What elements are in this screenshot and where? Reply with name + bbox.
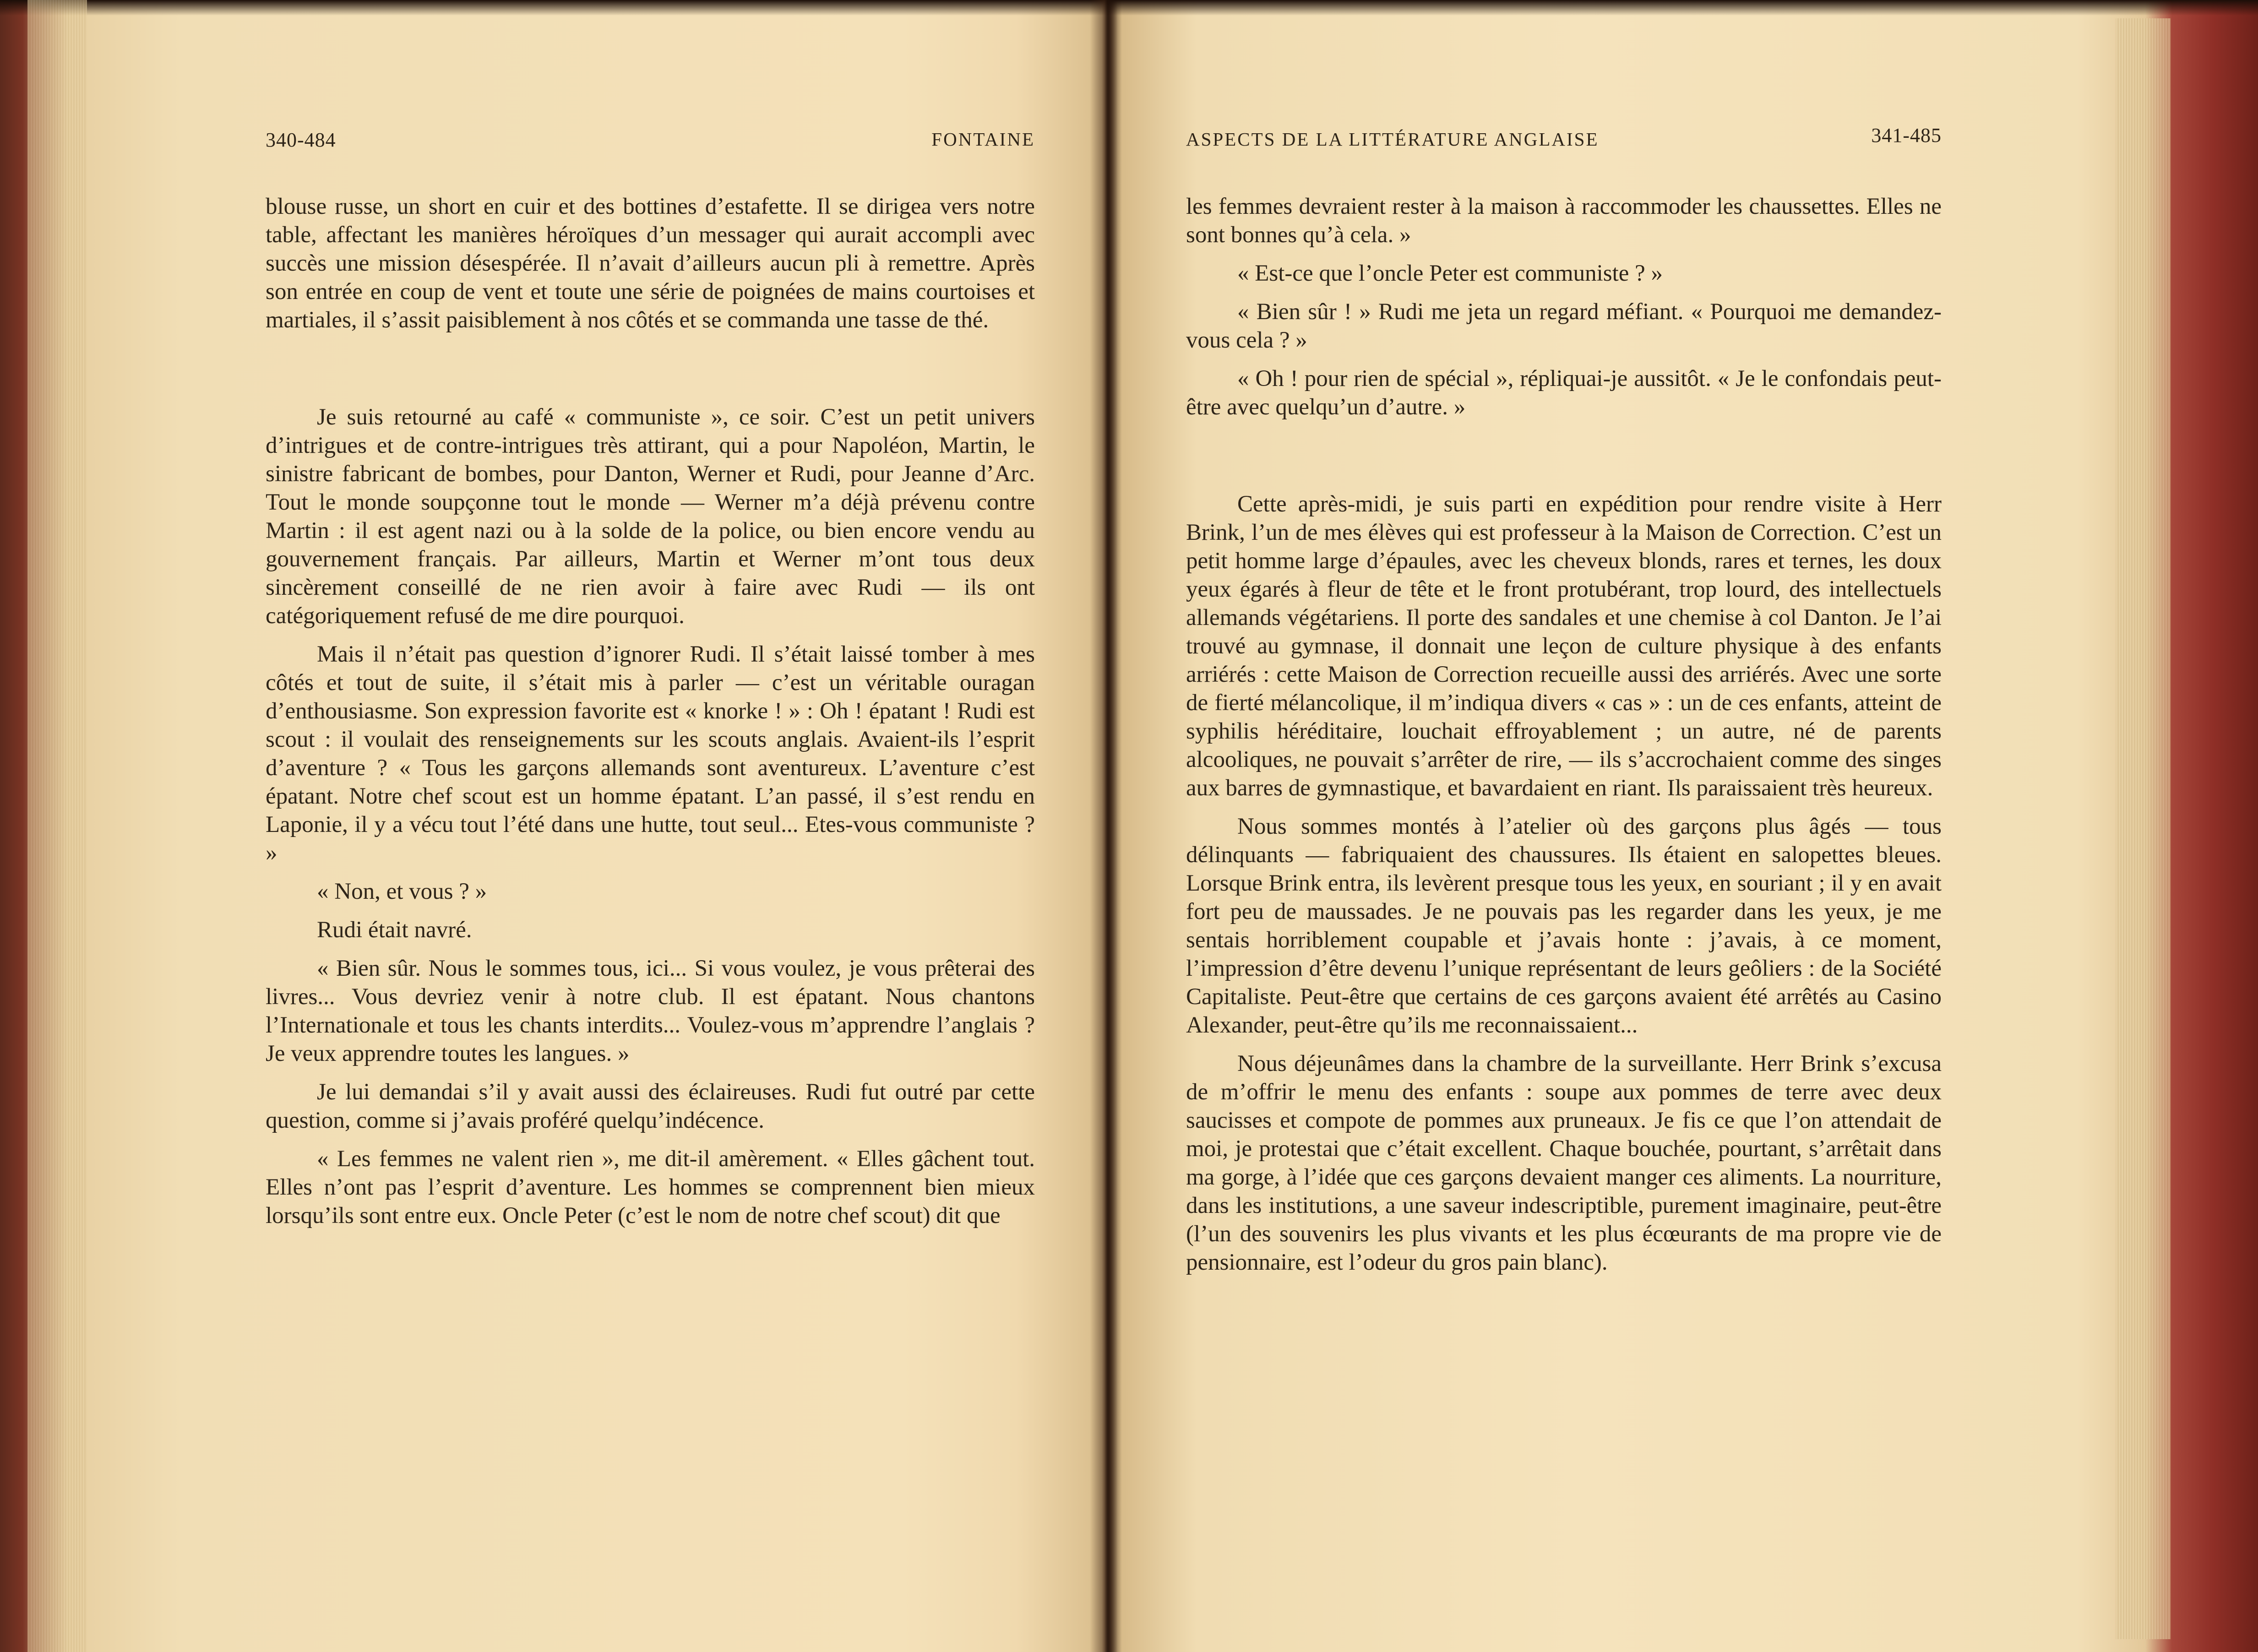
paragraph: Mais il n’était pas question d’ignorer Rudi. Il s’était laissé tomber à mes côtés et tout de suite, il s’était mis à parler — c’est un véritable ouragan d’enthousiasme. Son expression favorite est « knorke ! » : Oh ! épatant ! Rudi est scout : il voulait des renseignements sur les scouts anglais. Avaient-ils l’esprit d’aventure ? « Tous les garçons allemands sont aventureux. L’aventure c’est épatant. Notre chef scout est un homme épatant. L’an passé, il s’est rendu en Laponie, il y a vécu tout l’été dans une hutte, tout seul... Etes-vous communiste ? » xyxy=(266,641,1035,866)
paragraph: blouse russe, un short en cuir et des bottines d’estafette. Il se dirigea vers notre table, affectant les manières héroïques d’un messager qui aurait accompli avec succès une mission désespérée. Il n’avait d’ailleurs aucun pli à remettre. Après son entrée en coup de vent et toute une série de poignées de mains courtoises et martiales, il s’assit paisiblement à nos côtés et se commanda une tasse de thé. xyxy=(266,194,1035,333)
right-page-body xyxy=(1186,192,1942,1277)
paragraph: « Bien sûr. Nous le sommes tous, ici... Si vous voulez, je vous prêterai des livres... Vous devriez venir à notre club. Il est épatant. Nous chantons l’Internationale et tous les chants interdits... Voulez-vous m’apprendre l’anglais ? Je veux apprendre toutes les langues. » xyxy=(266,956,1035,1066)
paragraph: les femmes devraient rester à la maison à raccommoder les chaussettes. Elles ne sont bonnes qu’à cela. » xyxy=(1186,194,1942,248)
paragraph: « Est-ce que l’oncle Peter est communiste ? » xyxy=(1237,261,1663,286)
left-page-body xyxy=(266,192,1035,1230)
book-top-edge xyxy=(0,0,2258,16)
paragraph: « Les femmes ne valent rien », me dit-il amèrement. « Elles gâchent tout. Elles n’ont pas l’esprit d’aventure. Les hommes se comprennent bien mieux lorsqu’ils sont entre eux. Oncle Peter (c’est le nom de notre chef scout) dit que xyxy=(266,1146,1035,1228)
left-page xyxy=(266,124,1035,1543)
paragraph: « Oh ! pour rien de spécial », répliquai-je aussitôt. « Je le confondais peut-être avec quelqu’un d’autre. » xyxy=(1186,366,1942,420)
running-head: ASPECTS DE LA LITTÉRATURE ANGLAISE xyxy=(1186,129,1599,150)
right-page-header xyxy=(1186,124,1942,165)
page-number: 341-485 xyxy=(1871,124,1942,147)
paragraph: « Non, et vous ? » xyxy=(317,879,487,904)
paragraph: Je suis retourné au café « communiste », ce soir. C’est un petit univers d’intrigues et de contre-intrigues très attirant, qui a pour Napoléon, Martin, le sinistre fabricant de bombes, pour Danton, Werner et Rudi, pour Jeanne d’Arc. Tout le monde soupçonne tout le monde — Werner m’a déjà prévenu contre Martin : il est agent nazi ou à la solde de la police, ou bien encore vendu au gouvernement français. Par ailleurs, Martin et Werner m’ont tous deux sincèrement conseillé de ne rien avoir à faire avec Rudi — ils ont catégoriquement refusé de me dire pourquoi. xyxy=(266,404,1035,629)
paragraph: Nous sommes montés à l’atelier où des garçons plus âgés — tous délinquants — fabriquaient des chaussures. Ils étaient en salopettes bleues. Lorsque Brink entra, ils levèrent presque tous les yeux, en souriant ; il y en avait fort peu de maussades. Je ne pouvais pas les regarder dans les yeux, je me sentais horriblement coupable et j’avais honte : j’avais, à ce moment, l’impression d’être devenu l’unique représentant de leurs geôliers : de la Société Capitaliste. Peut-être que certains de ces garçons avaient été arrêtés au Casino Alexander, peut-être qu’ils me reconnaissaient... xyxy=(1186,814,1942,1038)
paragraph: Je lui demandai s’il y avait aussi des éclaireuses. Rudi fut outré par cette question, comme si j’avais proféré quelqu’indécence. xyxy=(266,1079,1035,1133)
paragraph: Rudi était navré. xyxy=(317,917,472,943)
right-page-stack-edge xyxy=(2116,18,2171,1639)
page-number: 340-484 xyxy=(266,129,336,151)
book-gutter xyxy=(1090,0,1122,1652)
paragraph: Cette après-midi, je suis parti en expédition pour rendre visite à Herr Brink, l’un de mes élèves qui est professeur à la Maison de Correction. C’est un petit homme large d’épaules, avec les cheveux blonds, rares et ternes, les doux yeux égarés à fleur de tête et le front protubérant, trop lourd, des intellectuels allemands végétariens. Il porte des sandales et une chemise à col Danton. Je l’ai trouvé au gymnase, il donnait une leçon de culture physique à des enfants arriérés : cette Maison de Correction recueille aussi des arriérés. Avec une sorte de fierté mélancolique, il m’indiqua divers « cas » : un de ces enfants, atteint de syphilis héréditaire, louchait effroyablement ; un autre, né de parents alcooliques, ne pouvait s’arrêter de rire, — ils s’accrochaient comme des singes aux barres de gymnastique, et bavardaient en riant. Ils paraissaient très heureux. xyxy=(1186,491,1942,801)
paragraph: « Bien sûr ! » Rudi me jeta un regard méfiant. « Pourquoi me demandez-vous cela ? » xyxy=(1186,299,1942,353)
paragraph: Nous déjeunâmes dans la chambre de la surveillante. Herr Brink s’excusa de m’offrir le menu des enfants : soupe aux pommes de terre avec deux saucisses et compote de pommes aux pruneaux. Je fis ce que l’on attendait de moi, je protestai que c’était excellent. Chaque bouchée, pourtant, s’arrêtait dans ma gorge, à l’idée que ces garçons devaient manger ces aliments. La nourriture, dans les institutions, a une saveur indescriptible, purement imaginaire, peut-être (l’un des souvenirs les plus vivants et les plus écœurants de ma propre vie de pensionnaire, est l’odeur du gros pain blanc). xyxy=(1186,1051,1942,1275)
right-page xyxy=(1186,124,1942,1543)
left-page-stack-edge xyxy=(27,0,87,1652)
left-page-header xyxy=(266,124,1035,165)
running-head: FONTAINE xyxy=(931,129,1035,150)
